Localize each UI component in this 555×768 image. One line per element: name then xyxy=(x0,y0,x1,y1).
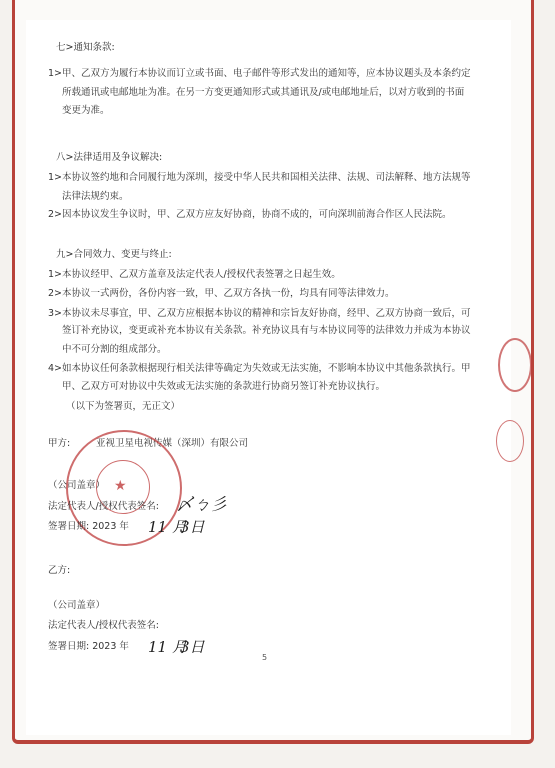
party-b-date-label: 签署日期: 2023 年 xyxy=(48,641,129,652)
party-a-date-day: 3日 xyxy=(180,518,205,536)
section-9-text: 中不可分割的组成部分。 xyxy=(62,344,167,355)
section-7-title: 七>通知条款: xyxy=(56,42,115,53)
section-7-text: 所载通讯或电邮地址为准。在另一方变更通知形式或其通讯及/或电邮地址后，以对方收到的书面 xyxy=(62,87,465,98)
party-a-name: 亚视卫星电视传媒（深圳）有限公司 xyxy=(96,438,249,449)
section-9-text: 4>如本协议任何条款根据现行相关法律等确定为失效或无法实施，不影响本协议中其他条款执行。甲 xyxy=(48,363,471,374)
section-9-text: 签订补充协议，变更或补充本协议有关条款。补充协议具有与本协议同等的法律效力并成为本协议 xyxy=(62,325,471,336)
party-b-seal-label: （公司盖章） xyxy=(48,600,106,611)
party-b-date-month: 11 月 xyxy=(148,638,187,656)
section-8-text: 1>本协议签约地和合同履行地为深圳，接受中华人民共和国相关法律、法规、司法解释、地方法规等 xyxy=(48,172,471,183)
edge-seal-stamp xyxy=(498,338,532,392)
section-9-text: 3>本协议未尽事宜，甲、乙双方应根据本协议的精神和宗旨友好协商，经甲、乙双方协商一致后，可 xyxy=(48,308,471,319)
section-8-text: 法律法规约束。 xyxy=(62,191,129,202)
signature-page-note: （以下为签署页，无正文） xyxy=(66,401,181,412)
party-a-date-label: 签署日期: 2023 年 xyxy=(48,521,129,532)
section-8-text: 2>因本协议发生争议时，甲、乙双方应友好协商，协商不成的，可向深圳前海合作区人民法院。 xyxy=(48,209,452,220)
party-a-rep-label: 法定代表人/授权代表签名: xyxy=(48,501,159,512)
seal-star-icon: ★ xyxy=(114,478,127,494)
section-9-text: 甲、乙双方可对协议中失效或无法实施的条款进行协商另签订补充协议执行。 xyxy=(62,381,386,392)
section-9-title: 九>合同效力、变更与终止: xyxy=(56,249,172,260)
document-page xyxy=(26,20,511,735)
party-a-signature: 〆ㄅ彡 xyxy=(176,495,227,515)
party-b-date-day: 3日 xyxy=(180,638,205,656)
party-b-label: 乙方: xyxy=(48,565,71,576)
section-7-text: 变更为准。 xyxy=(62,105,110,116)
section-8-title: 八>法律适用及争议解决: xyxy=(56,152,163,163)
party-a-seal-label: （公司盖章） xyxy=(48,480,106,491)
section-9-text: 1>本协议经甲、乙双方盖章及法定代表人/授权代表签署之日起生效。 xyxy=(48,269,341,280)
section-9-text: 2>本协议一式两份，各份内容一致，甲、乙双方各执一份，均具有同等法律效力。 xyxy=(48,288,395,299)
edge-seal-stamp xyxy=(496,420,524,462)
party-b-rep-label: 法定代表人/授权代表签名: xyxy=(48,620,159,631)
party-a-date-month: 11 月 xyxy=(148,518,187,536)
party-a-label: 甲方: xyxy=(48,438,71,449)
section-7-text: 1>甲、乙双方为履行本协议而订立或书面、电子邮件等形式发出的通知等，应本协议题头及本条约定 xyxy=(48,68,471,79)
page-number: 5 xyxy=(262,653,268,662)
